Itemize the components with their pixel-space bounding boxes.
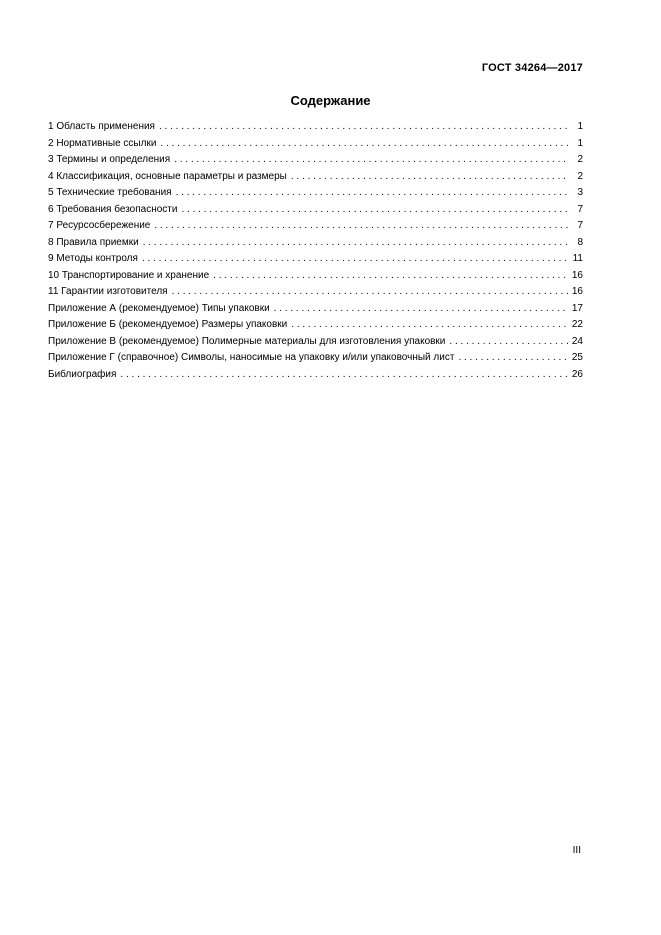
toc-item-label: 1 Область применения xyxy=(48,121,155,132)
toc-item[interactable] xyxy=(48,350,583,367)
toc-leader-dots xyxy=(160,136,569,153)
toc-item-label: 8 Правила приемки xyxy=(48,236,139,248)
toc-item-label: Приложение В (рекомендуемое) Полимерные материалы для изготовления упаковки xyxy=(48,335,446,347)
toc-item-page: 2 xyxy=(577,154,583,165)
toc-item-page: 17 xyxy=(571,302,583,314)
toc-leader-dots xyxy=(181,202,569,219)
toc-item-label: Приложение Г (справочное) Символы, наносимые на упаковку и/или упаковочный лист xyxy=(48,352,455,363)
toc-item[interactable] xyxy=(48,334,583,351)
toc-item-page: 24 xyxy=(571,335,583,347)
toc-item-label: 7 Ресурсосбережение xyxy=(48,220,151,231)
toc-item-label: 10 Транспортирование и хранение xyxy=(48,269,210,281)
toc-leader-dots xyxy=(449,334,567,351)
toc-item-label: 3 Термины и определения xyxy=(48,154,171,165)
toc-item[interactable] xyxy=(48,119,583,136)
toc-item-page: 16 xyxy=(571,269,583,281)
toc-item-page: 26 xyxy=(571,368,583,380)
toc-item[interactable] xyxy=(48,268,583,285)
toc-item-page: 3 xyxy=(577,187,583,198)
toc-leader-dots xyxy=(213,268,568,285)
toc-leader-dots xyxy=(172,284,568,301)
toc-item-label: Приложение А (рекомендуемое) Типы упаковки xyxy=(48,302,270,314)
toc-item-label: 5 Технические требования xyxy=(48,187,172,198)
page-number: III xyxy=(572,845,581,856)
toc-item-page: 7 xyxy=(577,220,583,231)
toc-leader-dots xyxy=(291,169,569,186)
toc-item[interactable] xyxy=(48,185,583,202)
toc-item-page: 16 xyxy=(571,286,583,297)
toc-leader-dots xyxy=(154,218,569,235)
toc-leader-dots xyxy=(143,235,569,252)
toc-item[interactable] xyxy=(48,136,583,153)
toc-item-label: 2 Нормативные ссылки xyxy=(48,137,157,149)
toc-item[interactable] xyxy=(48,251,583,268)
toc-title: Содержание xyxy=(290,93,371,108)
document-code: ГОСТ 34264—2017 xyxy=(481,62,583,74)
toc-item-label: 9 Методы контроля xyxy=(48,253,138,264)
toc-leader-dots xyxy=(142,251,569,268)
toc-leader-dots xyxy=(176,185,569,202)
toc-item-page: 25 xyxy=(571,352,583,363)
toc-leader-dots xyxy=(159,119,569,136)
toc-item[interactable] xyxy=(48,202,583,219)
toc-item[interactable] xyxy=(48,317,583,334)
toc-leader-dots xyxy=(174,152,569,169)
toc-item-page: 1 xyxy=(577,137,583,149)
toc-item-page: 7 xyxy=(577,203,583,215)
toc-item-page: 8 xyxy=(577,236,583,248)
toc-item-label: Приложение Б (рекомендуемое) Размеры упаковки xyxy=(48,319,288,330)
toc-leader-dots xyxy=(291,317,568,334)
toc-item[interactable] xyxy=(48,218,583,235)
toc-item-page: 2 xyxy=(577,170,583,182)
toc-item-label: 11 Гарантии изготовителя xyxy=(48,286,168,297)
toc-item[interactable] xyxy=(48,235,583,252)
toc-item[interactable] xyxy=(48,367,583,384)
toc-item-label: 6 Требования безопасности xyxy=(48,203,178,215)
table-of-contents xyxy=(48,119,583,383)
toc-item-page: 1 xyxy=(577,121,583,132)
toc-leader-dots xyxy=(120,367,567,384)
toc-item-label: Библиография xyxy=(48,368,117,380)
toc-item[interactable] xyxy=(48,169,583,186)
toc-item[interactable] xyxy=(48,284,583,301)
toc-item[interactable] xyxy=(48,301,583,318)
toc-leader-dots xyxy=(458,350,567,367)
toc-item[interactable] xyxy=(48,152,583,169)
toc-item-label: 4 Классификация, основные параметры и размеры xyxy=(48,170,287,182)
toc-item-page: 11 xyxy=(572,253,583,264)
toc-item-page: 22 xyxy=(571,319,583,330)
toc-leader-dots xyxy=(274,301,568,318)
